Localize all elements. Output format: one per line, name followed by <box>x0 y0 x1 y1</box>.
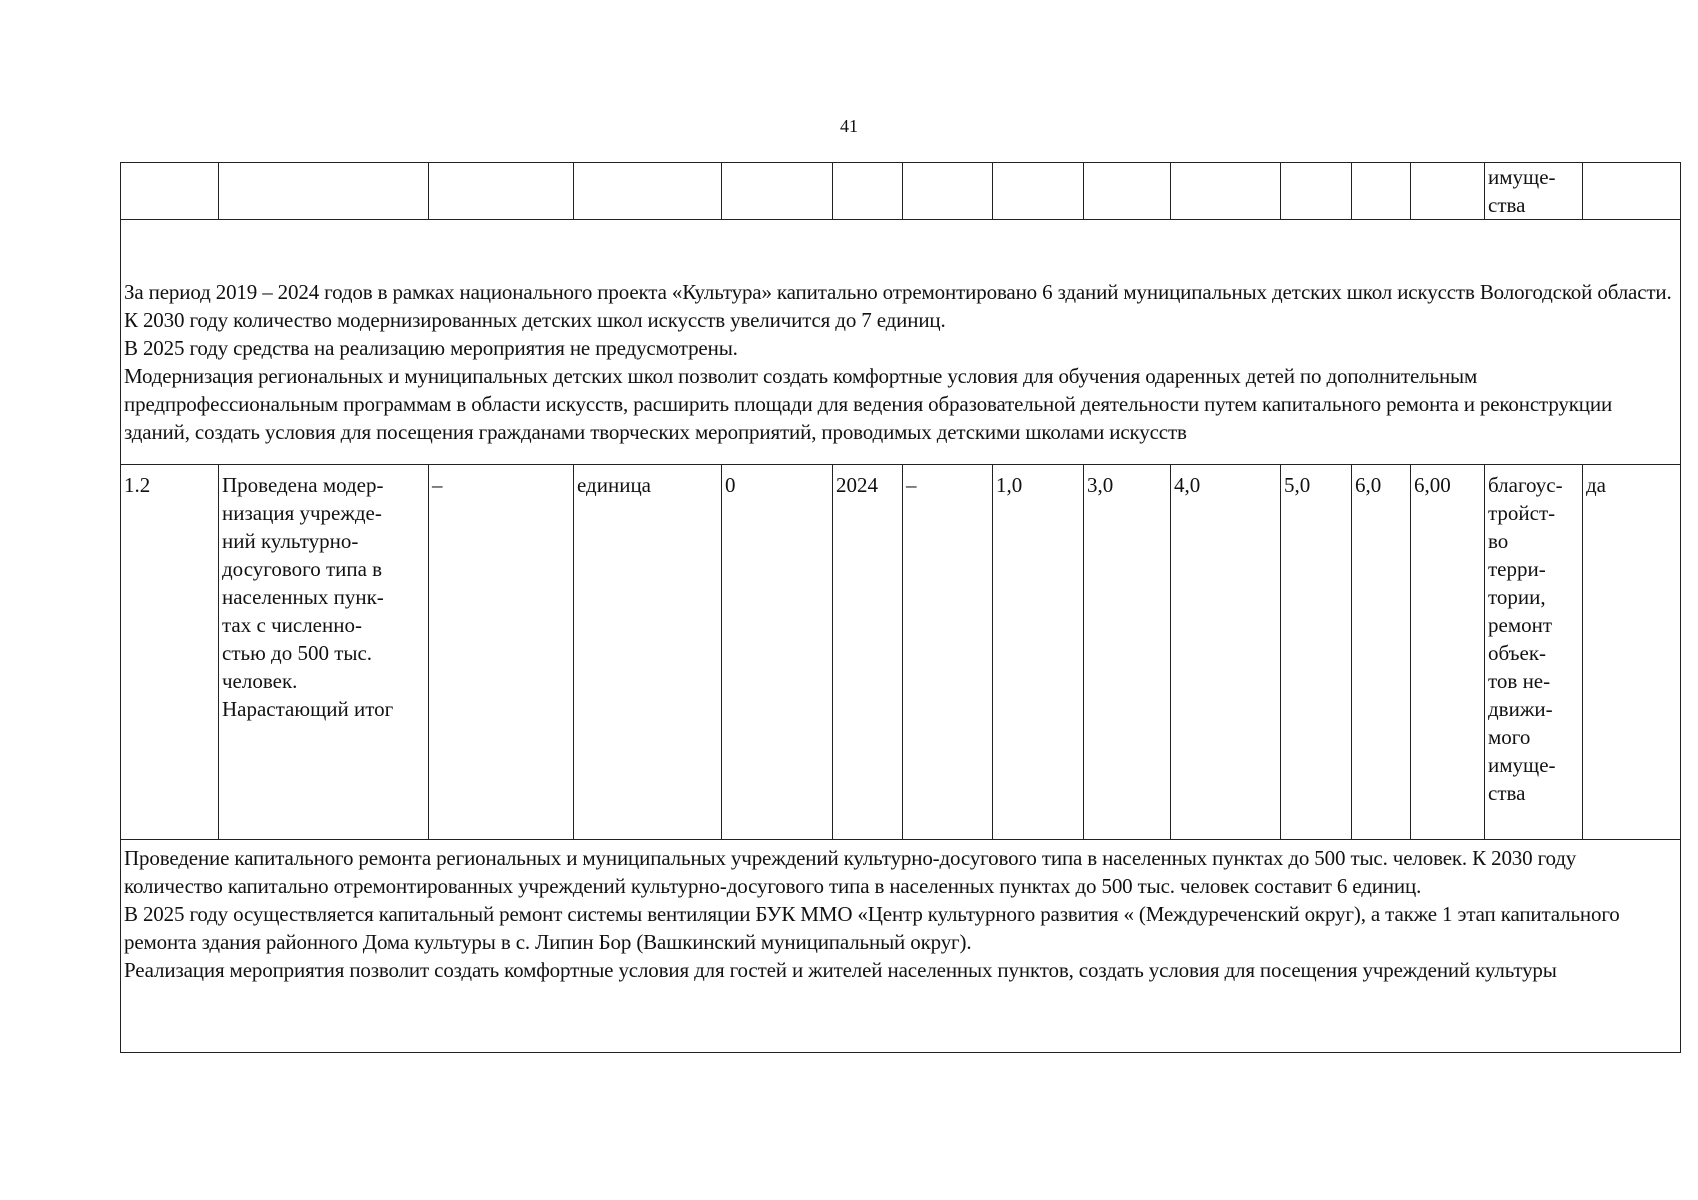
description-row-1 <box>121 220 1681 465</box>
cell-value: 6,0 <box>1352 465 1411 840</box>
cell-value: 4,0 <box>1171 465 1281 840</box>
cell-value: 1,0 <box>993 465 1084 840</box>
cell-empty <box>1084 163 1171 220</box>
cell-base-year: 2024 <box>833 465 903 840</box>
page-number: 41 <box>840 116 858 136</box>
cell-value: 3,0 <box>1084 465 1171 840</box>
cell-unit: единица <box>574 465 722 840</box>
cell-value: 5,0 <box>1281 465 1352 840</box>
cell-dash: – <box>903 465 993 840</box>
cell-empty <box>903 163 993 220</box>
cell-number: 1.2 <box>121 465 219 840</box>
table-row-1-2 <box>121 465 1681 840</box>
cell-dash: – <box>429 465 574 840</box>
paragraph: За период 2019 – 2024 годов в рамках национального проекта «Культура» капитально отремонтировано 6 зданий муниципальных детских школ искусств Вологодской области. К 2030 году количество модернизированных детских школ искусств увеличится до 7 единиц. <box>124 280 1672 332</box>
cell-flag: да <box>1583 465 1681 840</box>
paragraph: Реализация мероприятия позволит создать комфортные условия для гостей и жителей населенных пунктов, создать условия для посещения учреждений культуры <box>124 958 1557 982</box>
cell-base-value: 0 <box>722 465 833 840</box>
cell-empty <box>1281 163 1352 220</box>
cell-activity-continued: имуще- ства <box>1485 163 1583 220</box>
paragraph: В 2025 году средства на реализацию мероприятия не предусмотрены. <box>124 336 738 360</box>
cell-empty <box>993 163 1084 220</box>
table-row-continued <box>121 163 1681 220</box>
cell-indicator-name: Проведена модер- низация учрежде- ний культурно- досугового типа в населенных пунк- тах с численно- стью до 500 тыс. человек. Нарастающий итог <box>219 465 429 840</box>
cell-empty <box>1171 163 1281 220</box>
cell-value: 6,00 <box>1411 465 1485 840</box>
paragraph: Модернизация региональных и муниципальных детских школ позволит создать комфортные условия для обучения одаренных детей по дополнительным предпрофессиональным программам в области искусств, расширить площади для ведения образовательной деятельности путем капитального ремонта и реконструкции зданий, создать условия для посещения гражданами творческих мероприятий, проводимых детскими школами искусств <box>124 364 1613 444</box>
paragraph: Проведение капитального ремонта региональных и муниципальных учреждений культурно-досугового типа в населенных пунктах до 500 тыс. человек. К 2030 году количество капитально отремонтированных учреждений культурно-досугового типа в населенных пунктах до 500 тыс. человек составит 6 единиц. <box>124 846 1577 898</box>
cell-empty <box>1411 163 1485 220</box>
cell-empty <box>722 163 833 220</box>
paragraph: В 2025 году осуществляется капитальный ремонт системы вентиляции БУК ММО «Центр культурного развития « (Междуреченский округ), а также 1 этап капитального ремонта здания районного Дома культуры в с. Липин Бор (Вашкинский муниципальный округ). <box>124 902 1620 954</box>
cell-empty <box>1583 163 1681 220</box>
cell-empty <box>219 163 429 220</box>
cell-empty <box>429 163 574 220</box>
cell-empty <box>574 163 722 220</box>
description-text-2 <box>121 840 1681 1053</box>
indicators-table <box>120 162 1681 1053</box>
description-row-2 <box>121 840 1681 1053</box>
cell-empty <box>833 163 903 220</box>
description-text-1 <box>121 220 1681 465</box>
cell-empty <box>1352 163 1411 220</box>
cell-empty <box>121 163 219 220</box>
cell-activity: благоус- тройст- во терри- тории, ремонт объек- тов не- движи- мого имуще- ства <box>1485 465 1583 840</box>
